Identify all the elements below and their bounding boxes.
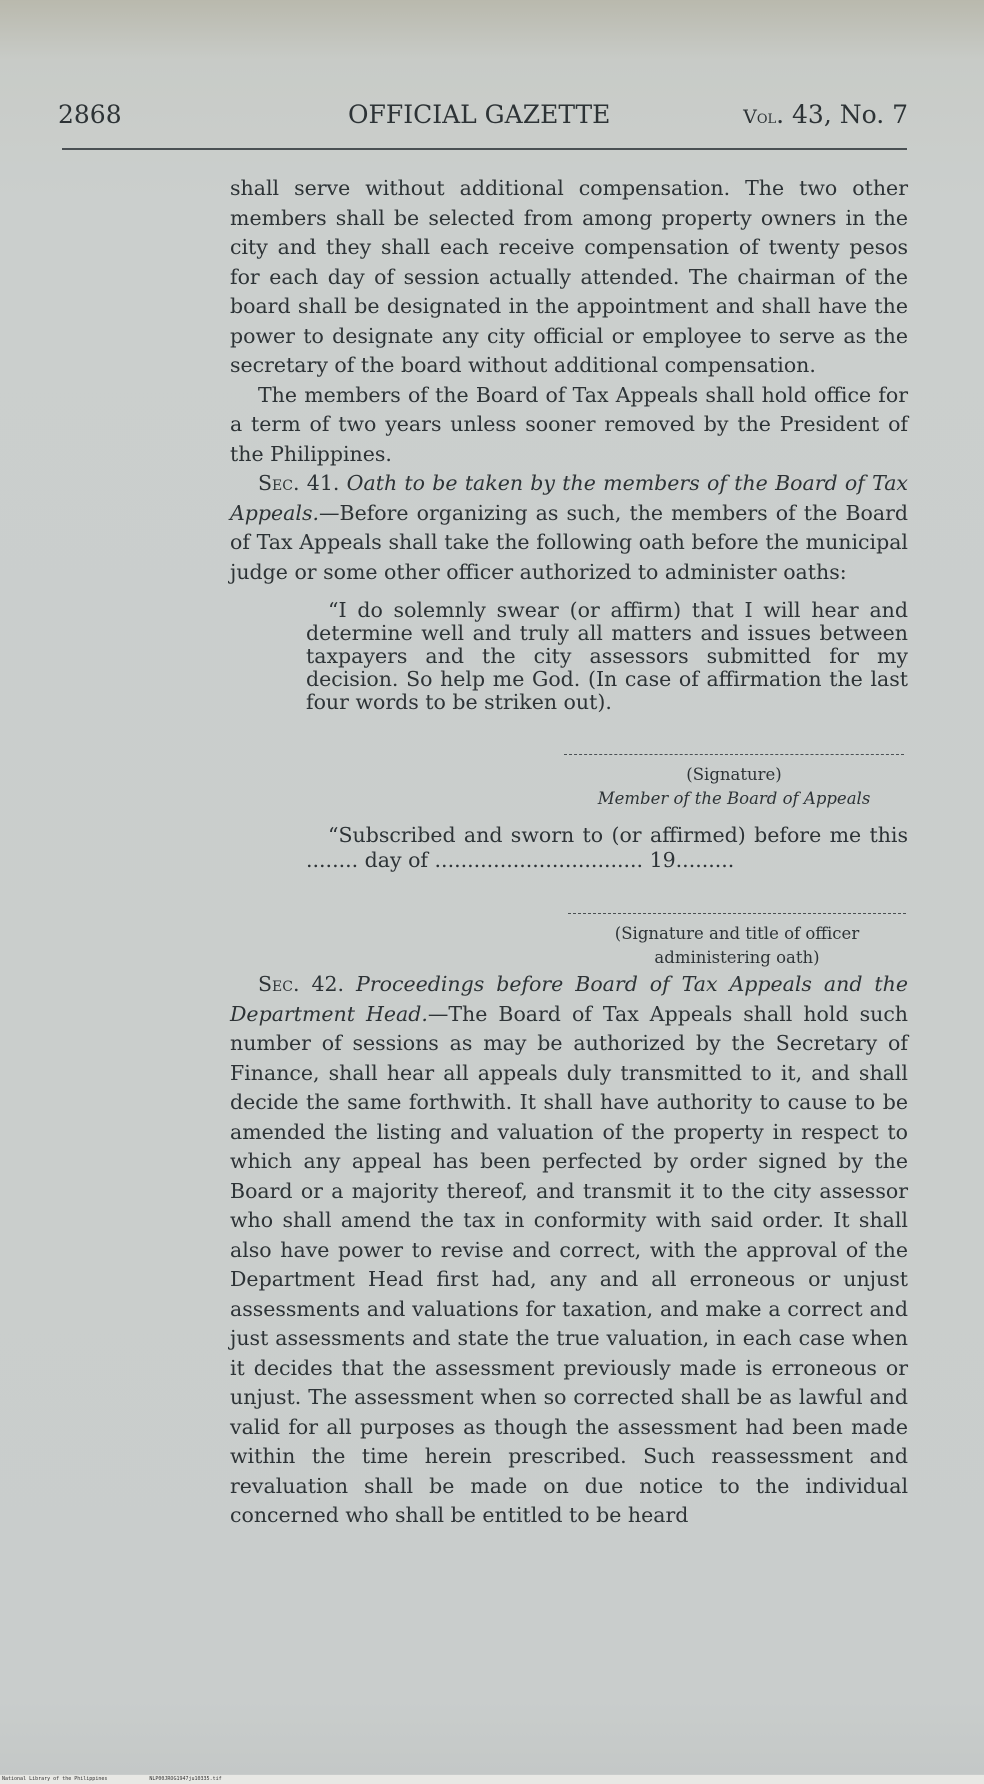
- body-text: [230, 174, 908, 1531]
- signature-caption: Member of the Board of Appeals: [597, 789, 871, 808]
- header-rule: [62, 148, 907, 150]
- file-id: NLP00JROG1947ju10335.tif: [149, 1776, 222, 1782]
- oath-text: “I do solemnly swear (or affirm) that I will hear and determine well and truly all matters and issues between taxpayers and the city assessors submitted for my decision. So help me God. (In case of affirmation the last four words to be striken out).: [306, 598, 908, 714]
- paragraph-compensation: shall serve without additional compensation. The two other members shall be selected from among property owners in the city and they shall each receive compensation of twenty pesos for each day of session actually attended. The chairman of the board shall be designated in the appointment and shall have the power to designate any city official or employee to serve as the secretary of the board without additional compensation.: [230, 176, 908, 377]
- signature-line: [568, 913, 906, 914]
- section-number: . 42.: [292, 972, 345, 996]
- volume-prefix: Vol: [743, 106, 777, 128]
- section-number: . 41.: [292, 471, 340, 495]
- member-signature-block: [564, 754, 904, 811]
- officer-signature-block: [568, 913, 906, 970]
- section-label: Sec: [258, 471, 293, 495]
- section-text: —The Board of Tax Appeals shall hold such number of sessions as may be authorized by the Secretary of Finance, shall hear all appeals duly transmitted to it, and shall decide the same forthwith. It shall have authority to cause to be amended the listing and valuation of the property in respect to which any appeal has been perfected by order signed by the Board or a majority thereof, and transmit it to the city assessor who shall amend the tax in conformity with said order. It shall also have power to revise and correct, with the approval of the Department Head first had, any and all erroneous or unjust assessments and valuations for taxation, and make a correct and just assessments and state the true valuation, in each case when it decides that the assessment previously made is erroneous or unjust. The assessment when so corrected shall be as lawful and valid for all purposes as though the assessment had been made within the time herein prescribed. Such reassessment and revaluation shall be made on due notice to the individual concerned who shall be entitled to be heard: [230, 1001, 908, 1527]
- section-label: Sec: [258, 972, 293, 996]
- page-number: 2868: [58, 100, 122, 129]
- section-41: [230, 469, 908, 587]
- officer-signature-line1: (Signature and title of officer: [614, 924, 860, 943]
- scan-footer: [0, 1775, 984, 1784]
- paragraph-term: The members of the Board of Tax Appeals shall hold office for a term of two years unless sooner removed by the President of the Philippines.: [230, 382, 908, 466]
- section-42: [230, 970, 908, 1531]
- section-heading: Proceedings before Board of Tax Appeals and the Department Head.: [230, 972, 908, 1026]
- signature-label: (Signature): [686, 765, 782, 784]
- volume-rest: . 43, No. 7: [776, 100, 908, 129]
- jurat-text: “Subscribed and sworn to (or affirmed) before me this ........ day of ................................ 19.........: [306, 823, 908, 872]
- library-credit: National Library of the Philippines: [2, 1776, 108, 1782]
- section-heading: Oath to be taken by the members of the Board of Tax Appeals.: [230, 471, 908, 525]
- officer-signature-line2: administering oath): [654, 948, 820, 967]
- page-header: [58, 100, 908, 136]
- section-text: —Before organizing as such, the members of the Board of Tax Appeals shall take the following oath before the municipal judge or some other officer authorized to administer oaths:: [230, 500, 908, 584]
- volume-info: [743, 100, 908, 129]
- signature-line: [564, 754, 904, 755]
- publication-title: OFFICIAL GAZETTE: [348, 100, 611, 129]
